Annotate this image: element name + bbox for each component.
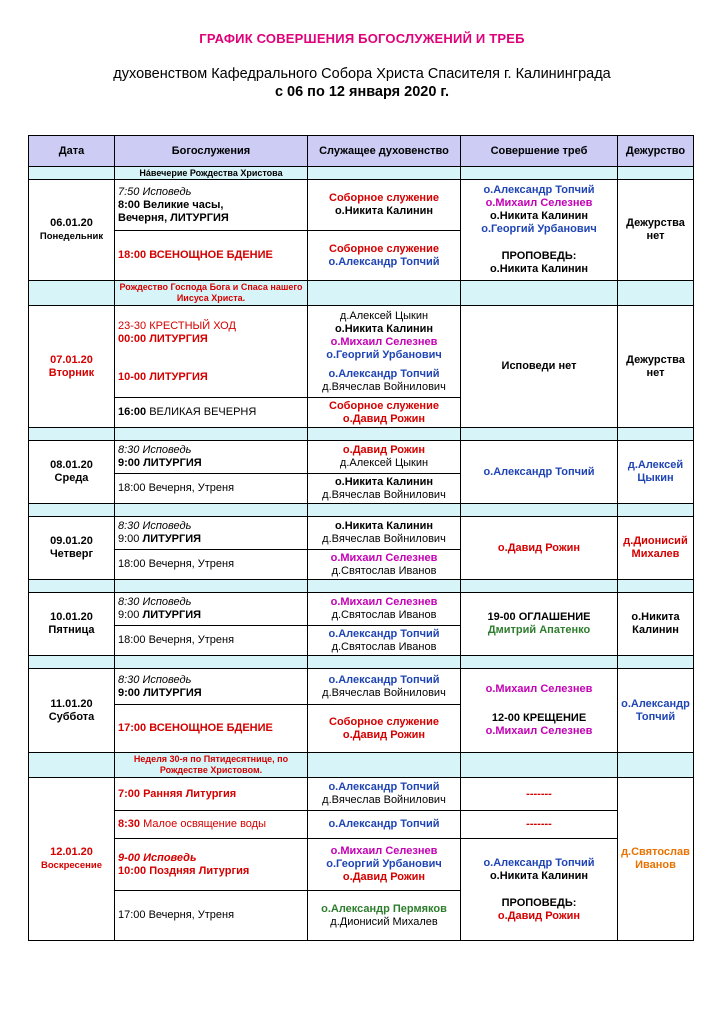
date-cell <box>29 180 115 281</box>
date-cell <box>29 306 115 428</box>
service-cell: 18:00 Вечерня, Утреня <box>115 550 308 580</box>
feast-label: Неделя 30-я по Пятидесятнице, по Рождестве Христовом. <box>115 753 308 778</box>
date-value: 11.01.20 <box>50 697 93 710</box>
feast-label: Нáвечерие Рождества Христова <box>115 167 308 180</box>
spacer-row <box>29 656 694 669</box>
clergy-cell: о.Никита Калинин д.Вячеслав Войнилович <box>308 474 461 504</box>
rites-cell: о.Михаил Селезнев 12-00 КРЕЩЕНИЕ о.Михаил Селезнев <box>461 669 618 753</box>
rites-cell: о.Александр Топчий о.Михаил Селезнев о.Никита Калинин о.Георгий Урбанович ПРОПОВЕДЬ: о.Никита Калинин <box>461 180 618 281</box>
clergy-cell: д.Алексей Цыкин о.Никита Калинин о.Михаил Селезнев о.Георгий Урбанович о.Александр Топчий д.Вячеслав Войнилович <box>308 306 461 398</box>
document-date-range: с 06 по 12 января 2020 г. <box>274 84 450 100</box>
service-cell: 16:00 ВЕЛИКАЯ ВЕЧЕРНЯ <box>115 398 308 428</box>
feast-row <box>29 167 694 180</box>
day-of-week: Воскресение <box>41 860 102 871</box>
clergy-cell: о.Давид Рожин д.Алексей Цыкин <box>308 441 461 474</box>
date-cell <box>29 778 115 941</box>
table-row <box>29 839 694 891</box>
clergy-cell: о.Александр Топчий д.Вячеслав Войнилович <box>308 778 461 811</box>
table-row <box>29 441 694 474</box>
clergy-cell: о.Михаил Селезнев д.Святослав Иванов <box>308 593 461 626</box>
duty-cell: Дежурства нет <box>618 306 694 428</box>
column-header-clergy: Служащее духовенство <box>308 136 461 167</box>
clergy-cell: о.Александр Топчий д.Вячеслав Войнилович <box>308 669 461 705</box>
table-row <box>29 517 694 550</box>
duty-cell: о.Александр Топчий <box>618 669 694 753</box>
table-row <box>29 180 694 231</box>
day-of-week: Среда <box>54 472 89 484</box>
clergy-cell: о.Александр Топчий д.Святослав Иванов <box>308 626 461 656</box>
clergy-cell: о.Александр Топчий <box>308 811 461 839</box>
date-cell <box>29 669 115 753</box>
service-cell: 18:00 Вечерня, Утреня <box>115 626 308 656</box>
clergy-cell: Соборное служение о.Давид Рожин <box>308 705 461 753</box>
duty-cell: о.Никита Калинин <box>618 593 694 656</box>
spacer-row <box>29 580 694 593</box>
document-title: ГРАФИК СОВЕРШЕНИЯ БОГОСЛУЖЕНИЙ И ТРЕБ <box>199 31 525 46</box>
rites-cell: ------- <box>461 811 618 839</box>
column-header-rites: Совершение треб <box>461 136 618 167</box>
feast-row <box>29 281 694 306</box>
clergy-cell: Соборное служение о.Никита Калинин <box>308 180 461 231</box>
column-header-date: Дата <box>29 136 115 167</box>
date-value: 09.01.20 <box>50 535 93 547</box>
duty-cell: д.Святослав Иванов <box>618 778 694 941</box>
duty-cell: Дежурства нет <box>618 180 694 281</box>
service-cell: 7:00 Ранняя Литургия <box>115 778 308 811</box>
rites-cell: о.Александр Топчий <box>461 441 618 504</box>
date-value: 08.01.20 <box>50 459 93 471</box>
service-cell: 7:50 Исповедь 8:00 Великие часы, Вечерня, ЛИТУРГИЯ <box>115 180 308 231</box>
service-cell: 9-00 Исповедь 10:00 Поздняя Литургия <box>115 839 308 891</box>
duty-cell: д.Алексей Цыкин <box>618 441 694 504</box>
clergy-cell: о.Михаил Селезнев д.Святослав Иванов <box>308 550 461 580</box>
service-cell: 8:30 Исповедь 9:00 ЛИТУРГИЯ <box>115 517 308 550</box>
table-row <box>29 306 694 398</box>
day-of-week: Понедельник <box>39 231 104 242</box>
service-cell: 8:30 Исповедь 9:00 ЛИТУРГИЯ <box>115 593 308 626</box>
table-row <box>29 593 694 626</box>
day-of-week: Пятница <box>48 624 95 636</box>
service-cell: 17:00 Вечерня, Утреня <box>115 891 308 941</box>
document-subtitle: духовенством Кафедрального Собора Христа Спасителя г. Калининграда <box>113 66 611 82</box>
spacer-row <box>29 428 694 441</box>
date-cell <box>29 593 115 656</box>
rites-cell: о.Александр Топчий о.Никита Калинин ПРОПОВЕДЬ: о.Давид Рожин <box>461 839 618 941</box>
schedule-table <box>28 135 694 941</box>
day-of-week: Суббота <box>48 710 95 723</box>
service-cell: 18:00 ВСЕНОЩНОЕ БДЕНИЕ <box>115 231 308 281</box>
column-header-duty: Дежурство <box>618 136 694 167</box>
service-cell: 8:30 Исповедь 9:00 ЛИТУРГИЯ <box>115 441 308 474</box>
date-value: 10.01.20 <box>50 611 93 623</box>
table-header-row <box>29 136 694 167</box>
date-value: 12.01.20 <box>50 846 93 858</box>
duty-cell: д.Дионисий Михалев <box>618 517 694 580</box>
day-of-week: Четверг <box>49 548 94 560</box>
rites-cell: 19-00 ОГЛАШЕНИЕ Дмитрий Апатенко <box>461 593 618 656</box>
feast-row <box>29 753 694 778</box>
date-cell <box>29 517 115 580</box>
clergy-cell: Соборное служение о.Давид Рожин <box>308 398 461 428</box>
feast-label: Рождество Господа Бога и Спаса нашего Иисуса Христа. <box>115 281 308 306</box>
date-value: 06.01.20 <box>50 217 93 229</box>
service-cell: 8:30 Малое освящение воды <box>115 811 308 839</box>
service-cell: 17:00 ВСЕНОЩНОЕ БДЕНИЕ <box>115 705 308 753</box>
rites-cell: Исповеди нет <box>461 306 618 428</box>
day-of-week: Вторник <box>48 366 95 379</box>
date-value: 07.01.20 <box>50 353 93 366</box>
service-cell: 18:00 Вечерня, Утреня <box>115 474 308 504</box>
rites-cell: о.Давид Рожин <box>461 517 618 580</box>
date-cell <box>29 441 115 504</box>
clergy-cell: о.Александр Пермяков д.Дионисий Михалев <box>308 891 461 941</box>
rites-cell: ------- <box>461 778 618 811</box>
column-header-services: Богослужения <box>115 136 308 167</box>
service-cell: 8:30 Исповедь 9:00 ЛИТУРГИЯ <box>115 669 308 705</box>
spacer-row <box>29 504 694 517</box>
table-row <box>29 778 694 811</box>
service-cell: 23-30 КРЕСТНЫЙ ХОД 00:00 ЛИТУРГИЯ 10-00 ЛИТУРГИЯ <box>115 306 308 398</box>
clergy-cell: о.Михаил Селезнев о.Георгий Урбанович о.Давид Рожин <box>308 839 461 891</box>
clergy-cell: о.Никита Калинин д.Вячеслав Войнилович <box>308 517 461 550</box>
clergy-cell: Соборное служение о.Александр Топчий <box>308 231 461 281</box>
table-row <box>29 669 694 705</box>
table-row <box>29 811 694 839</box>
